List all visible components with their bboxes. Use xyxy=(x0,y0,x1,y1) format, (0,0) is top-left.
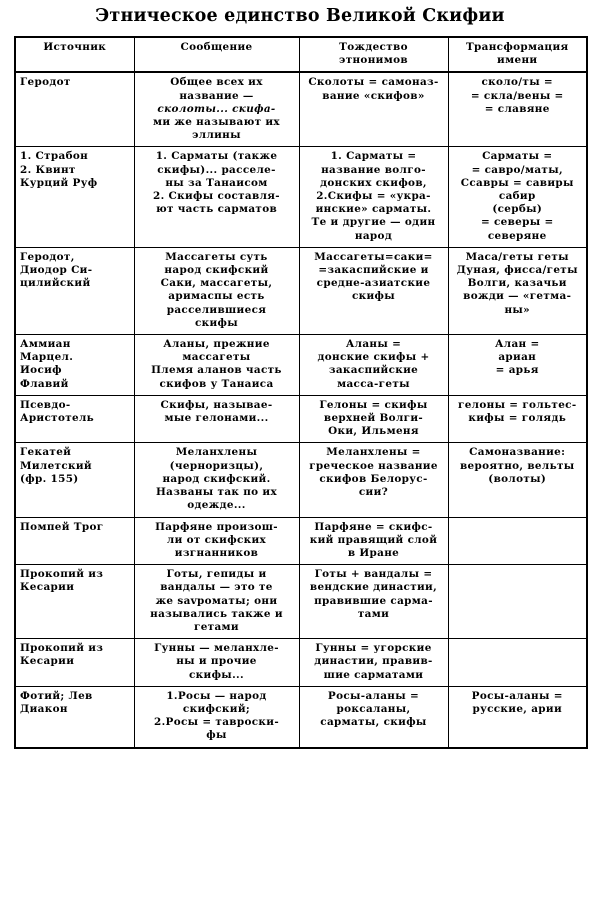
cell-message xyxy=(134,247,299,334)
cell-text: Гекатей Милетский (фр. 155) xyxy=(20,446,92,485)
cell-text: Гелоны = скифы верхней Волги- Оки, Ильменя xyxy=(319,398,428,438)
column-header-source xyxy=(15,37,134,72)
cell-source xyxy=(15,147,134,247)
cell-message xyxy=(134,395,299,443)
column-header-transform xyxy=(448,37,587,72)
cell-text: Парфяне произош- ли от скифских изгнанников xyxy=(155,520,278,559)
cell-identity xyxy=(299,517,448,565)
cell-message xyxy=(134,443,299,517)
cell-transform xyxy=(448,565,587,639)
cell-transform xyxy=(448,395,587,443)
cell-message xyxy=(134,517,299,565)
table-body xyxy=(15,72,587,747)
table-row xyxy=(15,443,587,517)
cell-text: Меланхлены (черноризцы), народ скифский. Названы так по их одежде... xyxy=(155,446,278,512)
cell-message xyxy=(134,565,299,639)
cell-identity xyxy=(299,565,448,639)
cell-identity xyxy=(299,72,448,147)
header-text: Источник xyxy=(43,41,107,53)
header-text: Тождество этнонимов xyxy=(339,41,408,67)
cell-transform xyxy=(448,686,587,747)
cell-text: Геродот xyxy=(20,76,71,89)
table-row xyxy=(15,565,587,639)
table-row xyxy=(15,147,587,247)
cell-message xyxy=(134,335,299,396)
cell-text: 1. Страбон 2. Квинт Курций Руф xyxy=(20,150,98,189)
cell-identity xyxy=(299,147,448,247)
cell-text: Алан = ариан = арья xyxy=(494,338,540,377)
cell-message xyxy=(134,147,299,247)
cell-text: Сарматы = = савро/маты, Ссавры = савиры сабир (сербы) = северы = северяне xyxy=(460,150,574,242)
cell-message xyxy=(134,72,299,147)
table-row xyxy=(15,72,587,147)
column-header-identity xyxy=(299,37,448,72)
cell-text: Аммиан Марцел. Иосиф Флавий xyxy=(20,338,74,390)
table-row xyxy=(15,335,587,396)
cell-text: Фотий; Лев Диакон xyxy=(20,689,93,715)
cell-text: Скифы, называе- мые гелонами... xyxy=(160,398,273,425)
cell-transform xyxy=(448,247,587,334)
table-row xyxy=(15,639,587,687)
cell-transform xyxy=(448,517,587,565)
header-text: Сообщение xyxy=(180,41,253,53)
table-row xyxy=(15,395,587,443)
cell-text: Прокопий из Кесарии xyxy=(20,642,104,668)
cell-text: Меланхлены = греческое название скифов Белорус- сии? xyxy=(309,446,438,499)
cell-text: Гунны = угорские династии, правив- шие сарматами xyxy=(314,642,433,681)
cell-source xyxy=(15,686,134,747)
cell-text: гелоны = гольтес- кифы = голядь xyxy=(457,398,577,425)
cell-text: 1. Сарматы = название волго- донских скифов, 2.Скифы = «укра- инские» сарматы. Те и другие — один народ xyxy=(311,150,436,242)
cell-text: Массагеты суть народ скифский Саки, массагеты, аримаспы есть расселившиеся скифы xyxy=(160,250,273,329)
cell-text: Росы-аланы = роксаланы, сарматы, скифы xyxy=(320,689,427,729)
table-header-row xyxy=(15,37,587,72)
table-row xyxy=(15,517,587,565)
cell-source xyxy=(15,72,134,147)
cell-text: Росы-аланы = русские, арии xyxy=(471,689,563,715)
cell-text: Псевдо- Аристотель xyxy=(20,398,95,425)
cell-text: 1.Росы — народ скифский; 2.Росы = тавроски- фы xyxy=(153,689,279,742)
cell-text: Сколоты = самоназ- вание «скифов» xyxy=(308,76,439,102)
cell-transform xyxy=(448,443,587,517)
table-header xyxy=(15,37,587,72)
cell-identity xyxy=(299,443,448,517)
cell-source xyxy=(15,395,134,443)
cell-text: Готы, гепиды и вандалы — это те же savроматы; они назывались также и гетами xyxy=(150,568,283,633)
cell-source xyxy=(15,639,134,687)
cell-message xyxy=(134,686,299,747)
cell-text: Самоназвание: вероятно, вельты (волоты) xyxy=(459,446,575,485)
cell-transform xyxy=(448,72,587,147)
cell-text: Аланы = донские скифы + закаспийские масса-геты xyxy=(317,338,430,390)
column-header-message xyxy=(134,37,299,72)
cell-transform xyxy=(448,335,587,396)
cell-identity xyxy=(299,686,448,747)
ethnic-unity-table xyxy=(14,36,588,749)
table-row xyxy=(15,247,587,334)
cell-source xyxy=(15,565,134,639)
cell-text: Готы + вандалы = вендские династии, правившие сарма- тами xyxy=(309,568,438,620)
cell-text: Помпей Трог xyxy=(20,520,104,533)
cell-transform xyxy=(448,639,587,687)
cell-text: Парфяне = скифс- кий правящий слой в Иране xyxy=(309,520,438,559)
cell-identity xyxy=(299,395,448,443)
cell-source xyxy=(15,335,134,396)
cell-source xyxy=(15,517,134,565)
cell-text: Общее всех их название — сколоты... скифа- ми же называют их эллины xyxy=(153,76,280,142)
table-row xyxy=(15,686,587,747)
header-text: Трансформация имени xyxy=(465,41,569,67)
cell-identity xyxy=(299,247,448,334)
cell-text: Массагеты=саки= =закаспийские и средне-азиатские скифы xyxy=(314,250,433,303)
page-title: Этническое единство Великой Скифии xyxy=(95,6,505,26)
cell-message xyxy=(134,639,299,687)
cell-text: Аланы, прежние массагеты Племя аланов часть скифов у Танаиса xyxy=(151,338,282,390)
cell-text: Маса/геты геты Дуная, фисса/геты Волги, казачьи вожди — «гетма- ны» xyxy=(456,250,578,316)
cell-text: Гунны — меланхле- ны и прочие скифы... xyxy=(154,642,279,681)
cell-source xyxy=(15,247,134,334)
cell-source xyxy=(15,443,134,517)
cell-transform xyxy=(448,147,587,247)
cell-identity xyxy=(299,639,448,687)
cell-text: 1. Сарматы (также скифы)... расселе- ны за Танаисом 2. Скифы составля- ют часть сарматов xyxy=(153,150,280,216)
table-container xyxy=(14,36,586,749)
cell-text: сколо/ты = = скла/вены = = славяне xyxy=(470,76,564,115)
cell-text: Геродот, Диодор Си- цилийский xyxy=(20,250,93,290)
cell-identity xyxy=(299,335,448,396)
cell-text: Прокопий из Кесарии xyxy=(20,568,104,594)
